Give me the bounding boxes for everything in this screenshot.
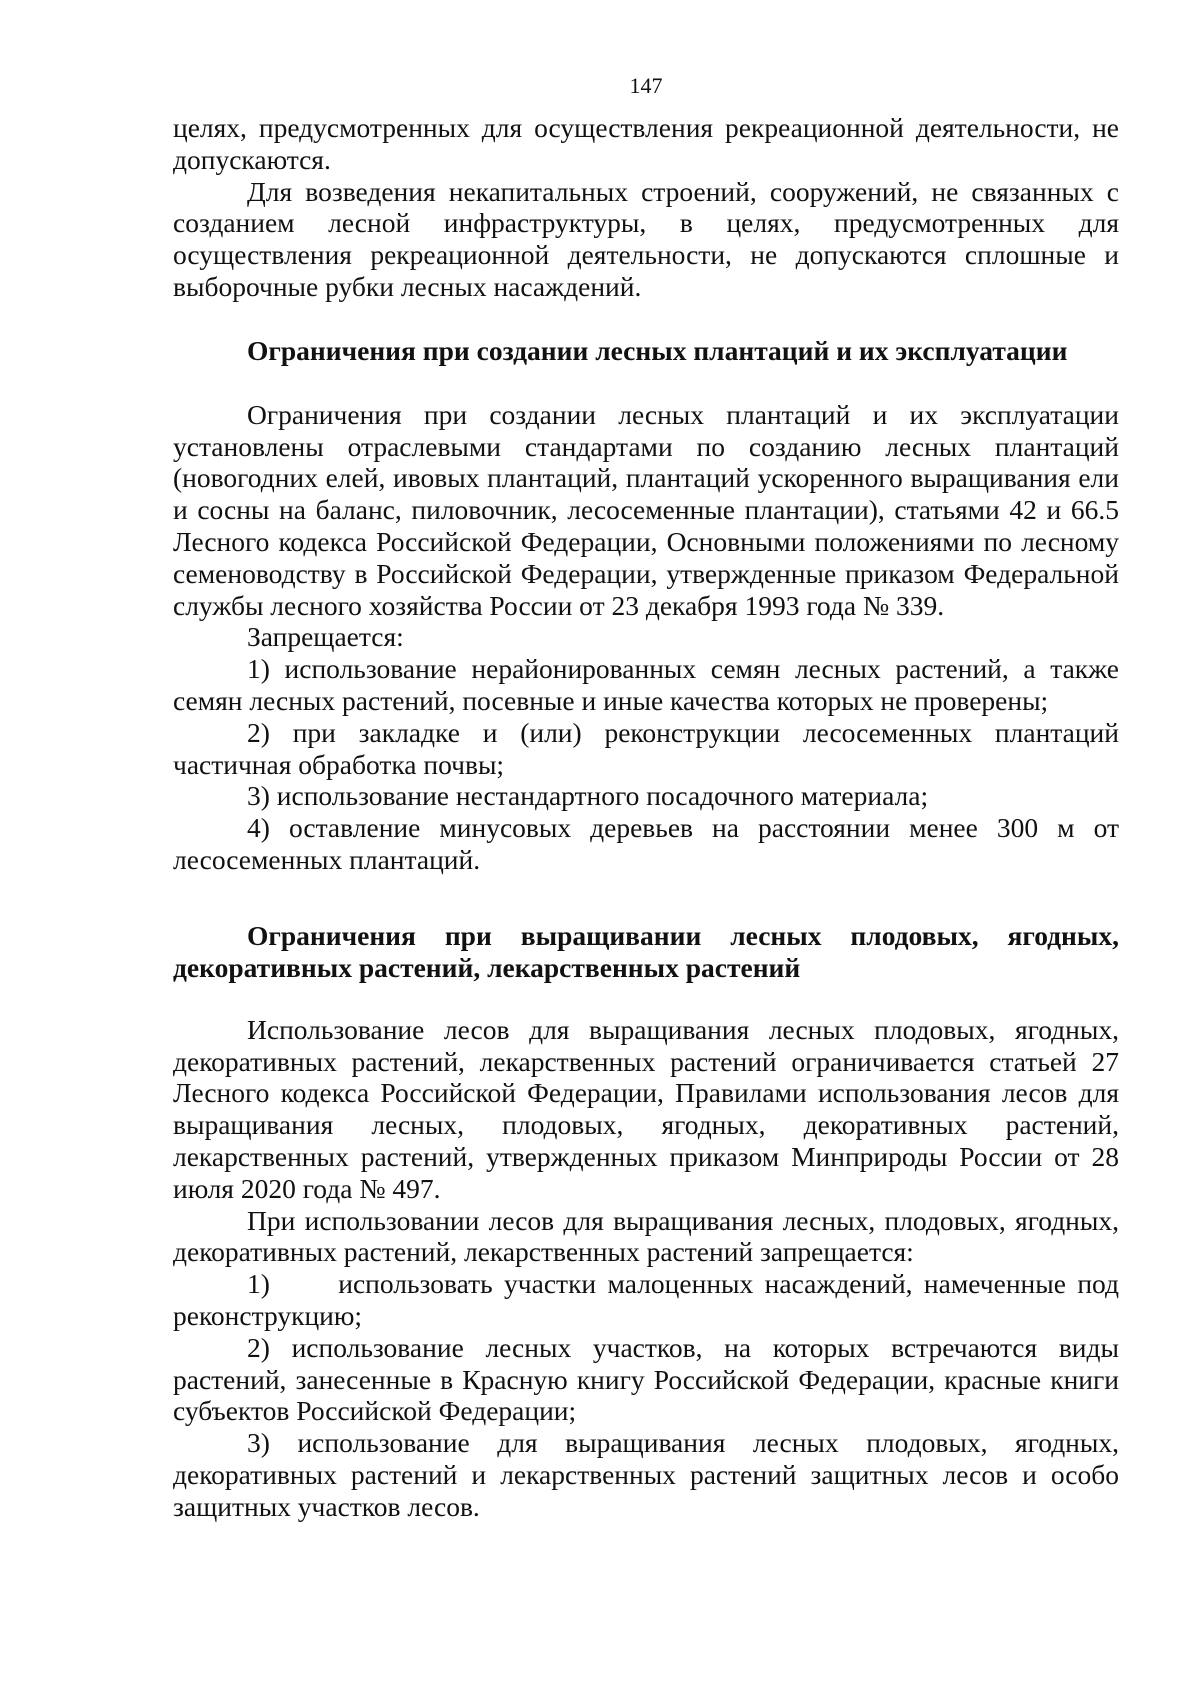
list-item: 3) использование нестандартного посадочного материала; — [247, 780, 929, 812]
paragraph: При использовании лесов для выращивания лесных, плодовых, ягодных, декоративных растений, лекарственных растений запрещается: — [173, 1204, 1119, 1268]
list-item: 2) использование лесных участков, на которых встречаются виды растений, занесенные в Красную книгу Российской Федерации, красные книги субъектов Российской Федерации; — [173, 1331, 1119, 1427]
list-item: 1) использовать участки малоценных насаждений, намеченные под реконструкцию; — [173, 1268, 1126, 1331]
section-heading: Ограничения при выращивании лесных плодовых, ягодных, декоративных растений, лекарственных растений — [173, 919, 1119, 983]
list-item: 2) при закладке и (или) реконструкции лесосеменных плантаций частичная обработка почвы; — [173, 716, 1119, 780]
list-item: 1) использование нерайонированных семян лесных растений, а также семян лесных растений, посевные и иные качества которых не проверены; — [173, 653, 1119, 716]
paragraph: Ограничения при создании лесных плантаций и их эксплуатации установлены отраслевыми стандартами по созданию лесных плантаций (новогодних елей, ивовых плантаций, плантаций ускоренного выращивания ели и сосны на баланс, пиловочник, лесосеменные плантации), статьями 42 и 66.5 Лесного кодекса Российской Федерации, Основными положениями по лесному семеноводству в Российской Федерации, утвержденные приказом Федеральной службы лесного хозяйства России от 23 декабря 1993 года № 339. — [173, 398, 1119, 621]
page-number: 147 — [629, 73, 663, 98]
paragraph: Запрещается: — [247, 621, 404, 653]
section-heading: Ограничения при создании лесных плантаций и их эксплуатации — [247, 334, 1068, 366]
document-body — [173, 112, 1126, 1522]
list-item: 4) оставление минусовых деревьев на расстоянии менее 300 м от лесосеменных плантаций. — [173, 812, 1119, 875]
paragraph: Использование лесов для выращивания лесных плодовых, ягодных, декоративных растений, лекарственных растений ограничивается статьей 27 Лесного кодекса Российской Федерации, Правилами использования лесов для выращивания лесных, плодовых, ягодных, декоративных растений, лекарственных растений, утвержденных приказом Минприроды России от 28 июля 2020 года № 497. — [173, 1013, 1119, 1204]
paragraph: Для возведения некапитальных строений, сооружений, не связанных с созданием лесной инфраструктуры, в целях, предусмотренных для осуществления рекреационной деятельности, не допускаются сплошные и выборочные рубки лесных насаждений. — [173, 175, 1119, 302]
list-item: 3) использование для выращивания лесных плодовых, ягодных, декоративных растений и лекарственных растений защитных лесов и особо защитных участков лесов. — [173, 1427, 1119, 1522]
paragraph: целях, предусмотренных для осуществления рекреационной деятельности, не допускаются. — [173, 112, 1119, 175]
